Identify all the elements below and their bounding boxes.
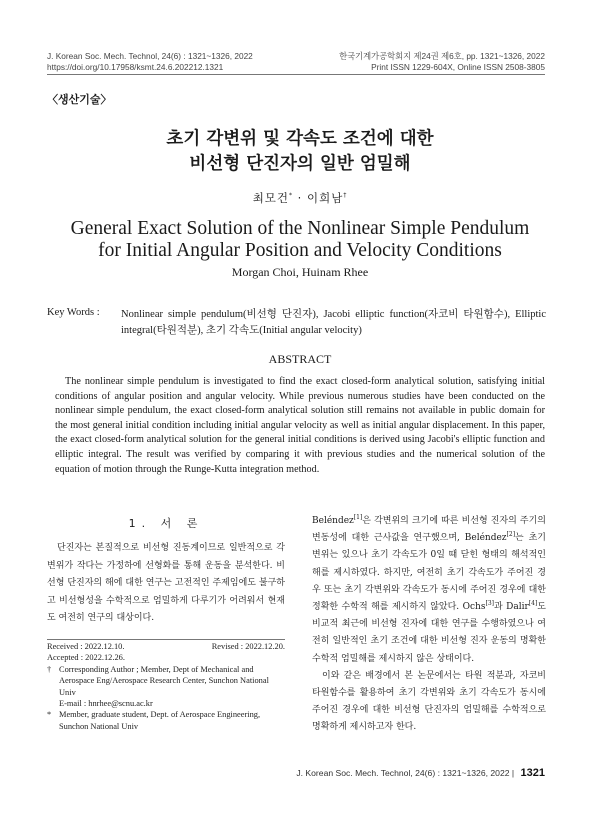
journal-citation-korean: 한국기계가공학회지 제24권 제6호, pp. 1321~1326, 2022 (339, 51, 545, 61)
objective-paragraph: 이와 같은 배경에서 본 논문에서는 타원 적분과, 자코비 타원함수를 활용하여 초기 각변위와 초기 각속도가 동시에 주어진 경우에 대한 비선형 단진자의 엄밀해를 수학적으로 명확하게 제시하고자 한다. (312, 670, 546, 733)
authors-korean (0, 190, 600, 206)
page-footer (296, 767, 545, 779)
intro-paragraph: 단진자는 본질적으로 비선형 진동계이므로 일반적으로 각변위가 작다는 가정하에 선형화를 통해 운동을 분석한다. 비선형 단진자의 해에 대한 연구는 고전적인 주제임에도 불구하고 비선형성을 수학적으로 엄밀하게 다루기가 어려워서 현재도 여전히 연구의 대상이다. (47, 543, 285, 624)
accepted-date: Accepted : 2022.12.26. (47, 653, 125, 663)
received-date: Received : 2022.12.10. (47, 642, 125, 651)
member-note-text: Member, graduate student, Dept. of Aerospace Engineering, Sunchon National Univ (59, 710, 261, 731)
author-mark: † (343, 192, 348, 200)
asterisk-mark: * (47, 710, 52, 720)
doi-link[interactable]: https://doi.org/10.17958/ksmt.24.6.202212.1321 (47, 62, 224, 72)
author-name: 최모건 (252, 191, 290, 205)
article-notes (47, 641, 285, 732)
literature-review-paragraph: Beléndez[1]은 각변위의 크기에 따른 비선형 진자의 주기의 변동성에 대한 근사값을 연구했으며, Beléndez[2]는 초기 변위는 있으나 초기 각속도가 0일 때 닫힌 형태의 해석적인 해를 제시하였다. 하지만, 여전히 초기 각속도가 주어진 경우 또는 초기 각변위와 각속도가 동시에 주어진 경우에 대한 정확한 수학적 해를 제시하지 않았다. Ochs[3]과 Dalir[4]도 비교적 최근에 비선형 진자에 대한 연구를 수행하였으나 여전히 일반적인 초기 조건에 대한 비선형 진자 운동의 명확한 수학적 엄밀해를 제시하지 않은 상태이다. (312, 514, 546, 664)
title-korean-line2: 비선형 단진자의 일반 엄밀해 (189, 154, 411, 174)
dates-row (47, 641, 285, 652)
citation-ref[interactable]: [4] (528, 600, 538, 608)
right-column (312, 513, 546, 737)
section-tag: 〈생산기술〉 (47, 93, 112, 106)
revised-date: Revised : 2022.12.20. (211, 642, 285, 651)
keywords-label: Key Words : (47, 307, 100, 318)
member-note (47, 709, 285, 732)
corresponding-author-text: Corresponding Author ; Member, Dept of Mechanical and Aerospace Eng/Aerospace Research Center, Sunchon National Univ (59, 664, 269, 697)
author-ref: Beléndez (464, 533, 507, 544)
author-separator: · (293, 191, 307, 205)
email-line[interactable]: E-mail : hnrhee@scnu.ac.kr (59, 699, 153, 709)
footer-divider: | (511, 768, 515, 778)
title-korean-line1: 초기 각변위 및 각속도 조건에 대한 (166, 129, 434, 149)
title-english-line1: General Exact Solution of the Nonlinear Simple Pendulum (70, 218, 530, 239)
citation-ref[interactable]: [3] (485, 600, 494, 608)
authors-english: Morgan Choi, Huinam Rhee (231, 265, 369, 279)
running-header-right (339, 51, 545, 73)
header-rule (47, 74, 545, 75)
footer-citation: J. Korean Soc. Mech. Technol, 24(6) : 1321~1326, 2022 (296, 768, 510, 778)
corresponding-author-note (47, 664, 285, 698)
page-number: 1321 (520, 767, 545, 779)
journal-citation: J. Korean Soc. Mech. Technol, 24(6) : 1321~1326, 2022 (47, 51, 253, 61)
section-heading-introduction: 1. 서 론 (128, 517, 204, 530)
running-header-left (47, 51, 253, 73)
dagger-mark: † (47, 664, 52, 674)
author-ref: Ochs (462, 602, 486, 613)
citation-ref[interactable]: [2] (506, 531, 516, 539)
author-ref: Dalir (506, 602, 529, 613)
abstract-text: The nonlinear simple pendulum is investigated to find the exact closed-form analytical solution, satisfying initial conditions of angular position and angular velocity. While previous numerous studies have been conducted on the nonlinear simple pendulum, the exact closed-form analytical solution still remains not available in public domain for the most general initial condition including initial angular velocity as well as initial angular displacement. In this paper, the exact closed-form analytical solution for the general initial conditions is derived using Jacobi's elliptic function and elliptic integral. The result was verified by comparing it with previous studies and the numerical solution of the equation of motion through the Runge-Kutta integration method. (55, 376, 545, 475)
citation-ref[interactable]: [1] (353, 514, 363, 521)
keywords-text: Nonlinear simple pendulum(비선형 단진자), Jacobi elliptic function(자코비 타원함수), Elliptic integral(타원적분), 초기 각속도(Initial angular velocity) (121, 309, 546, 336)
footnote-rule (47, 639, 285, 640)
author-ref: Beléndez (312, 516, 354, 526)
issn-info: Print ISSN 1229-604X, Online ISSN 2508-3805 (371, 62, 545, 72)
author-mark: * (289, 192, 294, 200)
author-name: 이희남 (306, 191, 344, 205)
abstract-heading: ABSTRACT (268, 352, 332, 366)
title-english-line2: for Initial Angular Position and Velocity Conditions (98, 240, 502, 261)
